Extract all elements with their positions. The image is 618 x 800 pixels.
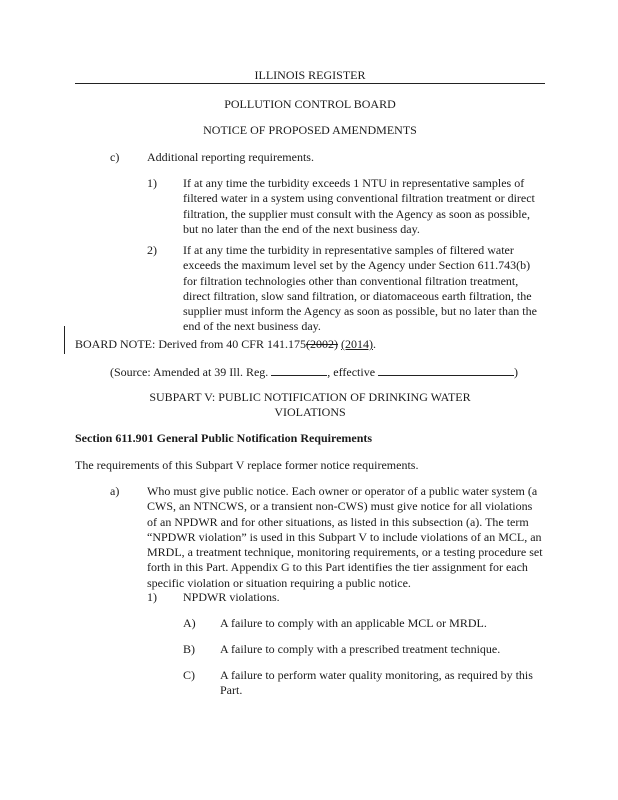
text-line: If at any time the turbidity in representative samples of filtered water [183,243,514,257]
section-heading: Section 611.901 General Public Notification Requirements [75,431,373,445]
text-line: A failure to perform water quality monitoring, as required by this [220,668,533,682]
text-line: filtered water in a system using conventional filtration treatment or direct [183,191,535,206]
source-text-a: (Source: Amended at 39 Ill. Reg. [110,365,269,379]
source-text-b: , effective [327,365,376,379]
item-c-text: Additional reporting requirements. [147,150,314,164]
board-note-prefix: BOARD NOTE: Derived from 40 CFR 141.175 [75,337,306,351]
text-line: Who must give public notice. Each owner or operator of a public water system (a [147,484,538,498]
item-a1-text: NPDWR violations. [183,590,280,604]
item-a1C-paragraph [220,668,533,699]
source-text-c: ) [514,365,519,379]
board-note-deleted-year: (2002) [306,337,338,351]
item-a1A-text: A failure to comply with an applicable MCL or MRDL. [220,616,487,630]
text-line: of an NPDWR and for other situations, as listed in this subsection (a). The term [147,514,529,529]
board-note [75,337,376,352]
item-a1B-text: A failure to comply with a prescribed treatment technique. [220,642,501,656]
effective-blank [378,364,514,376]
item-a1A-label: A) [183,616,196,630]
subpart-title-line1: SUBPART V: PUBLIC NOTIFICATION OF DRINKING WATER [149,390,471,404]
item-c1-label: 1) [147,176,157,190]
item-a1B-label: B) [183,642,195,656]
text-line: but no later than the end of the next business day. [183,221,420,236]
item-c2-label: 2) [147,243,157,257]
item-a1-label: 1) [147,590,157,604]
subpart-title [110,390,510,421]
text-line: supplier must inform the Agency as soon as possible, but no later than the [183,304,537,319]
text-line: for filtration technologies other than conventional filtration treatment, [183,273,519,288]
text-line: direct filtration, slow sand filtration, or diatomaceous earth filtration, the [183,288,532,303]
board-note-inserted-year: (2014) [341,337,373,351]
board-title: POLLUTION CONTROL BOARD [224,97,396,111]
board-note-suffix: . [373,337,376,351]
text-line: If at any time the turbidity exceeds 1 NTU in representative samples of [183,176,525,190]
register-title: ILLINOIS REGISTER [254,68,366,82]
text-line: end of the next business day. [183,319,321,334]
text-line: CWS, an NTNCWS, or a transient non-CWS) must give notice for all violations [147,499,533,514]
item-a1C-label: C) [183,668,195,682]
subpart-title-line2: VIOLATIONS [274,405,346,420]
source-line [110,364,518,380]
text-line: MRDL, a treatment technique, monitoring requirements, or a testing procedure set [147,545,543,560]
item-c1-paragraph [183,176,535,237]
text-line: “NPDWR violation” is used in this Subpart V to include violations of an MCL, an [147,529,542,544]
text-line: specific violation or situation requiring a public notice. [147,575,411,590]
header-rule [75,83,545,84]
reg-blank [271,364,327,376]
section-intro: The requirements of this Subpart V replace former notice requirements. [75,458,419,472]
item-a-paragraph [147,484,543,591]
item-c-label: c) [110,150,120,164]
text-line: filtration, the supplier must consult with the Agency as soon as possible, [183,206,530,221]
text-line: forth in this Part. Appendix G to this Part identifies the tier assignment for each [147,560,528,575]
text-line: Part. [220,683,243,698]
change-bar [64,326,65,354]
notice-title: NOTICE OF PROPOSED AMENDMENTS [203,123,417,137]
item-c2-paragraph [183,243,537,335]
text-line: exceeds the maximum level set by the Agency under Section 611.743(b) [183,258,531,273]
item-a-label: a) [110,484,120,498]
